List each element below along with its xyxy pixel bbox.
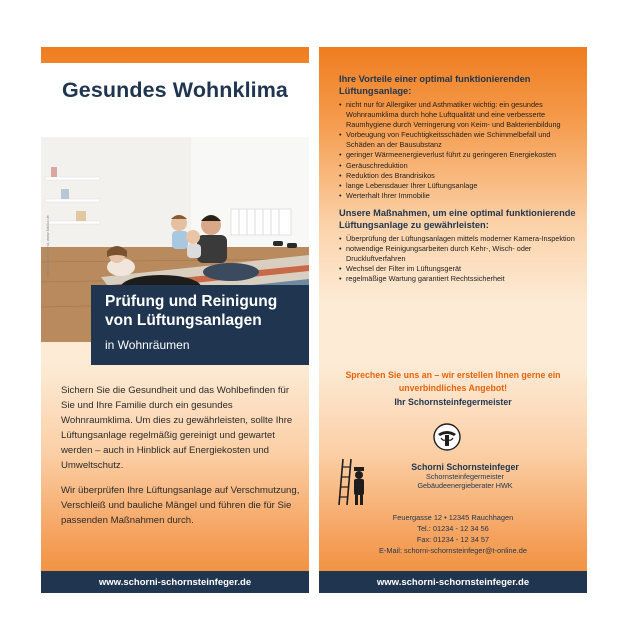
intro-text — [61, 383, 301, 528]
company-block — [329, 455, 587, 505]
company-title-2: Gebäudeenergieberater HWK — [417, 481, 513, 490]
company-text — [375, 462, 555, 490]
topic-title-line1: Prüfung und Reinigung — [105, 293, 278, 310]
topic-subtitle: in Wohnräumen — [105, 338, 190, 352]
title-band — [41, 63, 309, 139]
topic-title-line2: von Lüftungsanlagen — [105, 312, 262, 329]
phone-line: Tel.: 01234 - 12 34 56 — [417, 524, 489, 533]
measures-heading: Unsere Maßnahmen, um eine optimal funktionierende Lüftungsanlage zu gewährleisten: — [339, 207, 576, 230]
contact-info — [329, 512, 577, 556]
company-name: Schorni Schornsteinfeger — [411, 462, 519, 472]
advantages-list — [339, 100, 577, 201]
list-item: • geringer Wärmeenergieverlust führt zu geringeren Energiekosten — [339, 150, 577, 160]
topic-box — [91, 285, 309, 365]
company-title-1: Schornsteinfegermeister — [426, 472, 504, 481]
list-item: • Vorbeugung von Feuchtigkeitsschäden wie Schimmelbefall und Schäden an der Bausubstanz — [339, 130, 577, 150]
list-item: • Überprüfung der Lüftungsanlagen mittels moderner Kamera-Inspektion — [339, 234, 577, 244]
list-item: • Werterhalt Ihrer Immobilie — [339, 191, 577, 201]
back-footer-url[interactable]: www.schorni-schornsteinfeger.de — [376, 576, 530, 588]
measures-list — [339, 234, 577, 284]
list-item: • Reduktion des Brandrisikos — [339, 171, 577, 181]
back-content — [339, 73, 577, 284]
signature: Ihr Schornsteinfegermeister — [394, 397, 512, 407]
list-item: • regelmäßige Wartung garantiert Rechtssicherheit — [339, 274, 577, 284]
front-footer — [41, 571, 309, 593]
guild-emblem-icon — [433, 423, 461, 451]
intro-paragraph-1: Sichern Sie die Gesundheit und das Wohlbefinden für Sie und Ihre Familie durch ein gesundes Wohnraumklima. Um dies zu gewährleisten, sollte Ihre Lüftungsanlage regelmäßig gereinigt und gewartet werden – auch in Hinblick auf Energiekosten und Umweltschutz. — [61, 385, 293, 471]
list-item: • Geräuschreduktion — [339, 161, 577, 171]
list-item: • lange Lebensdauer Ihrer Lüftungsanlage — [339, 181, 577, 191]
flyer-front-panel — [41, 47, 309, 593]
chimney-sweep-icon — [337, 455, 367, 507]
list-item: • notwendige Reinigungsarbeiten durch Kehr-, Wisch- oder Druckluftverfahren — [339, 244, 577, 264]
page-title: Gesundes Wohnklima — [61, 78, 288, 102]
back-footer — [319, 571, 587, 593]
flyer-back-panel — [319, 47, 587, 593]
photo-credit: Fotolia/Jacob Lund, www.fotolia.de — [45, 215, 50, 277]
list-item: • nicht nur für Allergiker und Asthmatiker wichtig: ein gesundes Wohnraumklima durch hohe Luftqualität und eine verbesserte Raumhygiene durch Verringerung von Keim- und Bakterienbildung — [339, 100, 577, 130]
advantages-heading: Ihre Vorteile einer optimal funktionierenden Lüftungsanlage: — [339, 74, 531, 96]
list-item: • Wechsel der Filter im Lüftungsgerät — [339, 264, 577, 274]
front-footer-url[interactable]: www.schorni-schornsteinfeger.de — [98, 576, 252, 588]
intro-paragraph-2: Wir überprüfen Ihre Lüftungsanlage auf Verschmutzung, Verschleiß und bauliche Mängel und führen die für Sie passenden Maßnahmen durch. — [61, 485, 300, 526]
fax-line: Fax: 01234 - 12 34 57 — [416, 535, 490, 544]
address-line: Feuergasse 12 • 12345 Rauchhagen — [392, 513, 514, 522]
call-to-action: Sprechen Sie uns an – wir erstellen Ihnen gerne ein unverbindliches Angebot! — [345, 370, 561, 393]
email-line[interactable]: E-Mail: schorni-schornsteinfeger@t-online.de — [379, 546, 527, 555]
